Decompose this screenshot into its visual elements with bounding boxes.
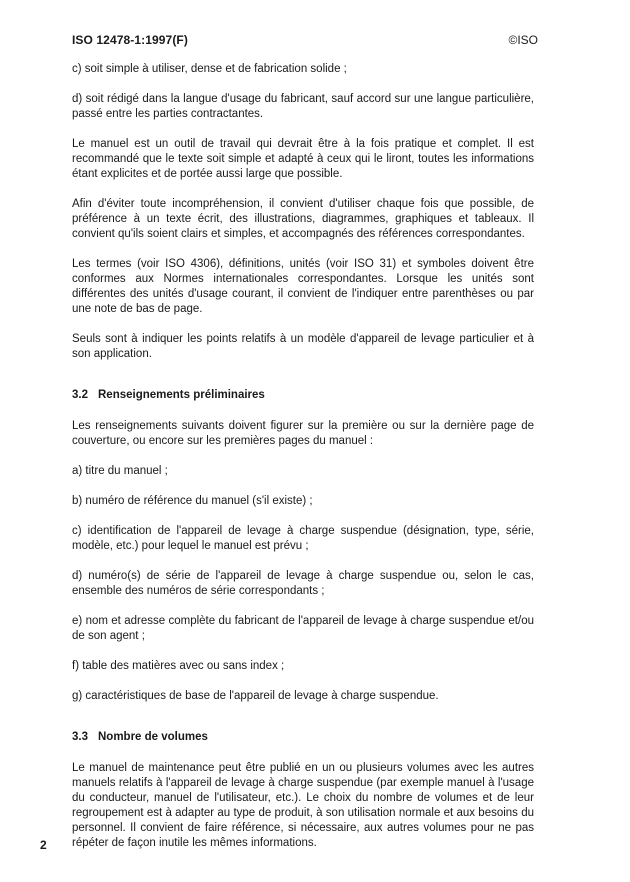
section-number: 3.3 bbox=[72, 731, 88, 743]
list-item-d-top: d) soit rédigé dans la langue d'usage du fabricant, sauf accord sur une langue particulière, passé entre les parties contractantes. bbox=[72, 93, 534, 120]
paragraph: Les termes (voir ISO 4306), définitions, unités (voir ISO 31) et symboles doivent être conformes aux Normes internationales correspondantes. Lorsque les unités sont différentes des unités d'usage courant, il convient de l'indiquer entre parenthèses ou par une note de bas de page. bbox=[72, 258, 534, 315]
paragraph: Le manuel est un outil de travail qui devrait être à la fois pratique et complet. Il est recommandé que le texte soit simple et adapté à ceux qui le liront, toutes les informations étant explicites et de portée aussi large que possible. bbox=[72, 138, 534, 180]
list-item: e) nom et adresse complète du fabricant de l'appareil de levage à charge suspendue et/ou de son agent ; bbox=[72, 615, 534, 642]
paragraph: Seuls sont à indiquer les points relatifs à un modèle d'appareil de levage particulier et à son application. bbox=[72, 333, 534, 360]
paragraph: Afin d'éviter toute incompréhension, il convient d'utiliser chaque fois que possible, de préférence à un texte écrit, des illustrations, diagrammes, graphiques et tableaux. Il convient qu'ils soient clairs et simples, et accompagnés des références correspondantes. bbox=[72, 198, 534, 240]
section-number: 3.2 bbox=[72, 389, 88, 401]
section-heading-3-3 bbox=[72, 730, 534, 745]
standard-reference: ISO 12478-1:1997(F) bbox=[72, 33, 188, 47]
list-item: g) caractéristiques de base de l'appareil de levage à charge suspendue. bbox=[72, 690, 439, 702]
list-item: c) identification de l'appareil de levage à charge suspendue (désignation, type, série, modèle, etc.) pour lequel le manuel est prévu ; bbox=[72, 525, 534, 552]
section-text: Le manuel de maintenance peut être publié en un ou plusieurs volumes avec les autres manuels relatifs à l'appareil de levage à charge suspendue (par exemple manuel à l'usage du conducteur, manuel de l'utilisateur, etc.). Le choix du nombre de volumes et de leur regroupement est à adapter au type de produit, à son utilisation normale et aux besoins du personnel. Il convient de faire référence, si nécessaire, aux autres volumes pour ne pas répéter de façon inutile les mêmes informations. bbox=[72, 762, 534, 849]
list-item: d) numéro(s) de série de l'appareil de levage à charge suspendue ou, selon le cas, ensemble des numéros de série correspondants ; bbox=[72, 570, 534, 597]
page-number: 2 bbox=[40, 838, 47, 852]
document-body bbox=[72, 62, 534, 866]
section-title: Nombre de volumes bbox=[98, 731, 208, 743]
list-item: a) titre du manuel ; bbox=[72, 465, 168, 477]
section-title: Renseignements préliminaires bbox=[98, 389, 265, 401]
list-item: f) table des matières avec ou sans index ; bbox=[72, 660, 285, 672]
list-item-c-top: c) soit simple à utiliser, dense et de fabrication solide ; bbox=[72, 63, 347, 75]
copyright-mark: ©ISO bbox=[508, 33, 538, 47]
section-heading-3-2 bbox=[72, 388, 534, 403]
list-item: b) numéro de référence du manuel (s'il existe) ; bbox=[72, 495, 313, 507]
section-intro: Les renseignements suivants doivent figurer sur la première ou sur la dernière page de couverture, ou encore sur les premières pages du manuel : bbox=[72, 420, 534, 447]
